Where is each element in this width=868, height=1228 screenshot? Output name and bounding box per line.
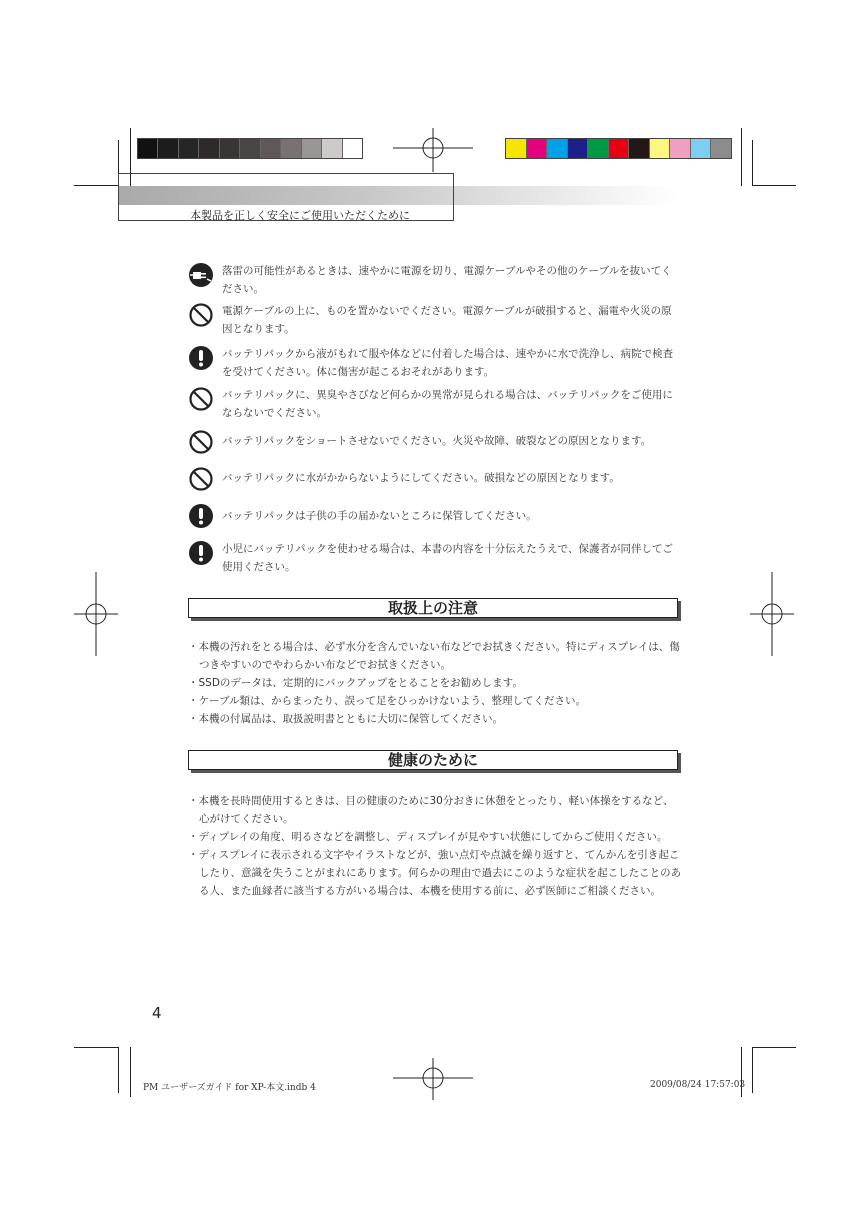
color-swatch [261, 139, 281, 158]
warning-text: バッテリパックから液がもれて服や体などに付着した場合は、速やかに水で洗浄し、病院で検査を受けてください。体に傷害が起こるおそれがあります。 [222, 348, 674, 378]
exclamation-icon [188, 345, 214, 371]
warning-text: バッテリパックは子供の手の届かないところに保管してください。 [222, 510, 537, 522]
warning-text: 小児にバッテリパックを使わせる場合は、本書の内容を十分伝えたうえで、保護者が同伴してご使用ください。 [222, 543, 673, 573]
page-number: 4 [152, 1004, 162, 1022]
color-swatch [547, 139, 568, 158]
list-item: ・本機の付属品は、取扱説明書とともに大切に保管してください。 [188, 713, 503, 725]
grayscale-bar [137, 138, 363, 159]
list-item: ・ケーブル類は、からまったり、誤って足をひっかけないよう、整理してください。 [188, 695, 587, 707]
color-swatch [158, 139, 178, 158]
color-swatch [138, 139, 158, 158]
color-swatch [179, 139, 199, 158]
section-title-health: 健康のために [188, 750, 678, 770]
prohibited-icon [188, 466, 214, 492]
color-swatch [506, 139, 527, 158]
color-swatch [588, 139, 609, 158]
color-swatch [240, 139, 260, 158]
list-item: ・本機を長時間使用するときは、目の健康のために30分おきに休憩をとったり、軽い体操をするなど、心がけてください。 [188, 795, 674, 825]
section-title-handling: 取扱上の注意 [188, 598, 678, 618]
handling-list [188, 638, 682, 728]
prohibited-icon [188, 386, 214, 412]
color-swatch [199, 139, 219, 158]
prohibited-icon [188, 302, 214, 328]
color-swatch [281, 139, 301, 158]
warning-text: バッテリパックをショートさせないでください。火災や故障、破裂などの原因となります。 [222, 435, 652, 447]
color-swatch [343, 139, 362, 158]
color-swatch [711, 139, 731, 158]
warning-text: バッテリパックに水がかからないようにしてください。破損などの原因となります。 [222, 472, 620, 484]
warning-text: 落雷の可能性があるときは、速やかに電源を切り、電源ケーブルやその他のケーブルを抜いてください。 [222, 265, 672, 295]
color-swatch [650, 139, 671, 158]
color-swatch [609, 139, 630, 158]
list-item: ・ディスプレイに表示される文字やイラストなどが、強い点灯や点滅を繰り返すと、てんかんを引き起こしたり、意識を失うことがまれにあります。何らかの理由で過去にこのような症状を起こしたことのある人、また血縁者に該当する方がいる場合は、本機を使用する前に、必ず医師にご相談ください。 [188, 849, 682, 897]
footer-filename: PM ユーザーズガイド for XP-本文.indb 4 [143, 1083, 316, 1093]
warning-text: 電源ケーブルの上に、ものを置かないでください。電源ケーブルが破損すると、漏電や火災の原因となります。 [222, 305, 672, 335]
footer-timestamp: 2009/08/24 17:57:03 [650, 1080, 746, 1090]
exclamation-icon [188, 503, 214, 529]
color-swatch [629, 139, 650, 158]
list-item: ・本機の汚れをとる場合は、必ず水分を含んでいない布などでお拭きください。特にディスプレイは、傷つきやすいのでやわらかい布などでお拭きください。 [188, 641, 680, 671]
color-swatch [527, 139, 548, 158]
prohibited-icon [188, 429, 214, 455]
color-swatch [670, 139, 691, 158]
unplug-icon [188, 262, 214, 288]
color-swatch [220, 139, 240, 158]
health-list [188, 792, 682, 900]
color-swatch [568, 139, 589, 158]
color-calibration-bar [505, 138, 732, 159]
list-item: ・ディプレイの角度、明るさなどを調整し、ディスプレイが見やすい状態にしてからご使用ください。 [188, 831, 668, 843]
list-item: ・SSDのデータは、定期的にバックアップをとることをお勧めします。 [188, 677, 523, 689]
header-title: 本製品を正しく安全にご使用いただくために [190, 209, 410, 222]
exclamation-icon [188, 540, 214, 566]
color-swatch [691, 139, 712, 158]
color-swatch [302, 139, 322, 158]
warning-text: バッテリパックに、異臭やさびなど何らかの異常が見られる場合は、バッテリパックをご使用にならないでください。 [222, 389, 673, 419]
color-swatch [322, 139, 342, 158]
